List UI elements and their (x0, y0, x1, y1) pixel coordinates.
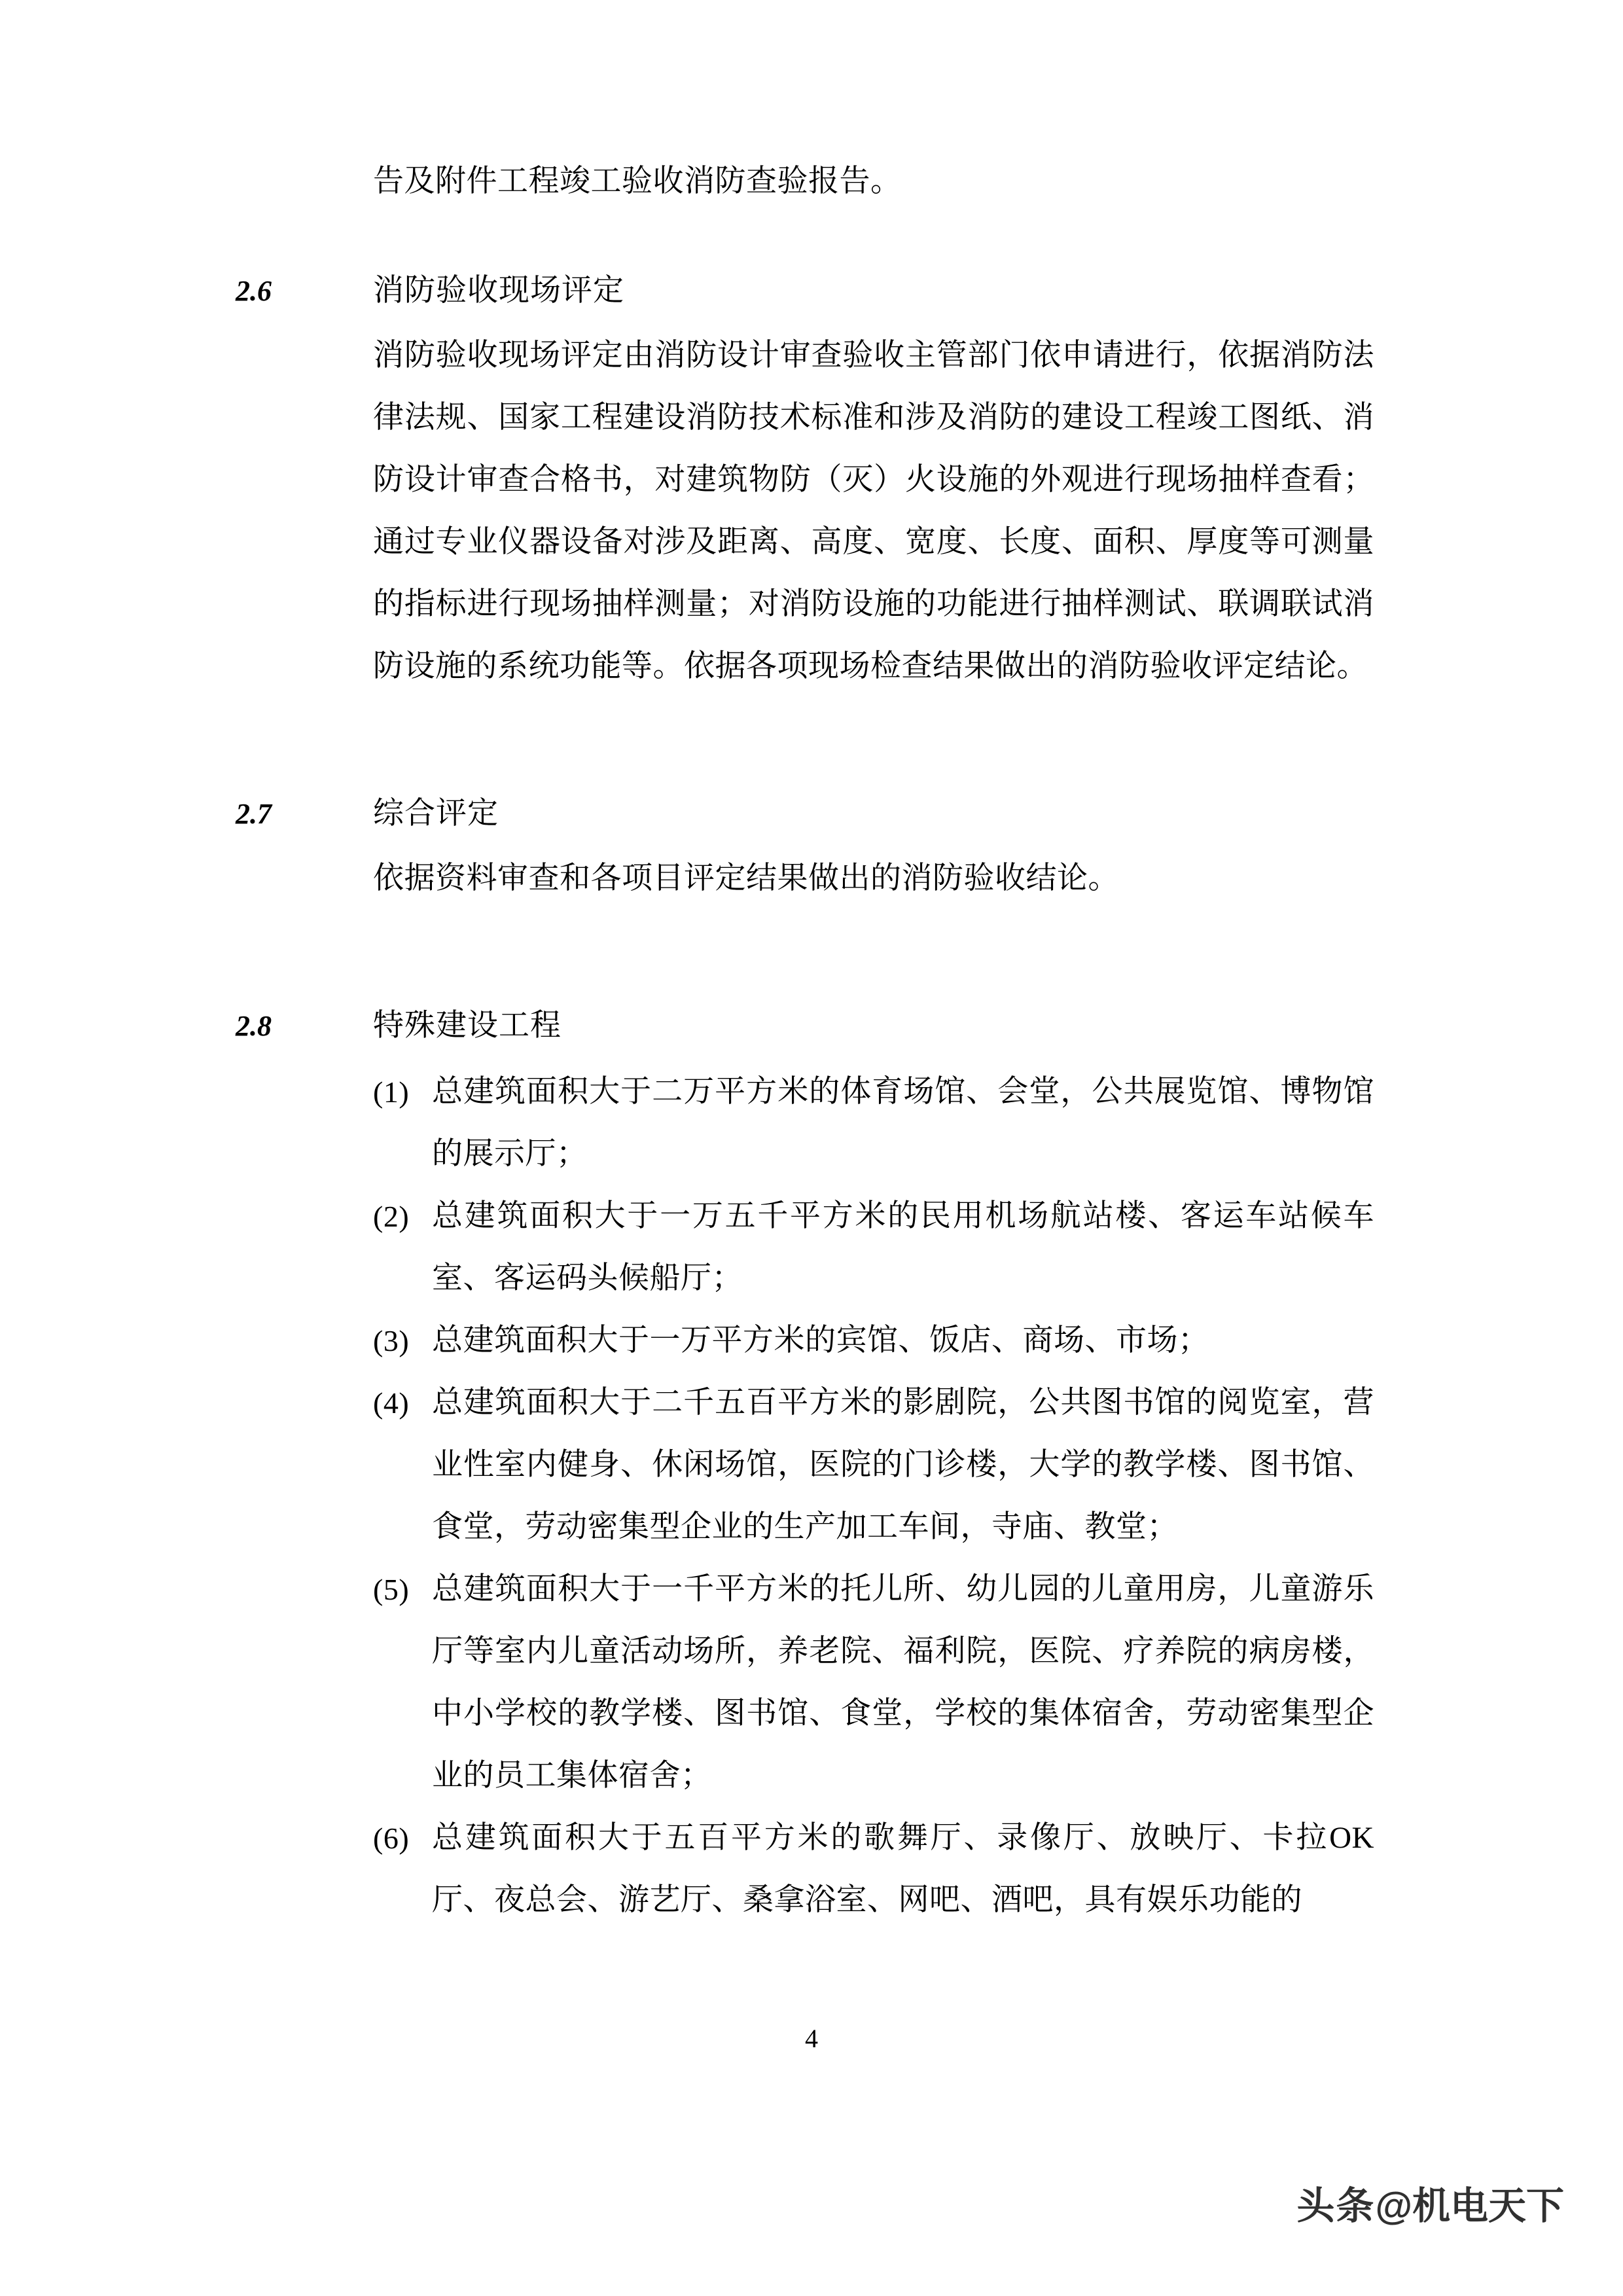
section-2-6-number: 2.6 (236, 275, 272, 307)
list-item (373, 1807, 1374, 1931)
section-2-6 (236, 260, 1374, 698)
section-2-6-body: 消防验收现场评定由消防设计审查验收主管部门依申请进行，依据消防法律法规、国家工程建设消防技术标准和涉及消防的建设工程竣工图纸、消防设计审查合格书，对建筑物防（灭）火设施的外观进行现场抽样查看；通过专业仪器设备对涉及距离、高度、宽度、长度、面积、厚度等可测量的指标进行现场抽样测量；对消防设施的功能进行抽样测试、联调联试消防设施的系统功能等。依据各项现场检查结果做出的消防验收评定结论。 (373, 338, 1374, 683)
list-item-text: 总建筑面积大于二千五百平方米的影剧院，公共图书馆的阅览室，营业性室内健身、休闲场馆，医院的门诊楼，大学的教学楼、图书馆、食堂，劳动密集型企业的生产加工车间，寺庙、教堂； (432, 1386, 1374, 1544)
section-2-6-heading (236, 260, 1374, 322)
list-item (373, 1061, 1374, 1185)
list-item-marker: (6) (373, 1821, 410, 1855)
section-2-7-body: 依据资料审查和各项目评定结果做出的消防验收结论。 (373, 861, 1119, 895)
list-item-marker: (4) (373, 1386, 410, 1420)
section-2-6-title: 消防验收现场评定 (373, 274, 624, 308)
section-2-7-number: 2.7 (236, 798, 272, 830)
section-2-7 (236, 783, 1374, 910)
list-item-marker: (1) (373, 1075, 410, 1109)
section-2-8 (236, 995, 1374, 1931)
list-item (373, 1558, 1374, 1807)
watermark (1296, 2183, 1564, 2229)
list-item-marker: (2) (373, 1200, 410, 1233)
section-2-8-title: 特殊建设工程 (373, 1009, 562, 1043)
watermark-brand: 头条 (1296, 2185, 1376, 2227)
list-item (373, 1372, 1374, 1558)
page-content (236, 151, 1374, 1931)
special-projects-list (236, 1061, 1374, 1931)
section-2-8-number: 2.8 (236, 1010, 272, 1042)
continuation-paragraph: 告及附件工程竣工验收消防查验报告。 (373, 164, 902, 198)
list-item-text: 总建筑面积大于一万五千平方米的民用机场航站楼、客运车站候车室、客运码头候船厅； (432, 1199, 1374, 1295)
watermark-handle: @机电天下 (1375, 2185, 1564, 2227)
list-item-marker: (5) (373, 1573, 410, 1606)
page-number: 4 (805, 2024, 818, 2053)
list-item-text: 总建筑面积大于一千平方米的托儿所、幼儿园的儿童用房，儿童游乐厅等室内儿童活动场所，养老院、福利院，医院、疗养院的病房楼，中小学校的教学楼、图书馆、食堂，学校的集体宿舍，劳动密集型企业的员工集体宿舍； (432, 1572, 1374, 1793)
section-2-7-heading (236, 783, 1374, 845)
section-2-8-heading (236, 995, 1374, 1057)
list-item (373, 1185, 1374, 1310)
section-2-7-title: 综合评定 (373, 797, 499, 831)
list-item-text: 总建筑面积大于二万平方米的体育场馆、会堂，公共展览馆、博物馆的展示厅； (432, 1075, 1374, 1171)
list-item-marker: (3) (373, 1324, 410, 1357)
list-item-text: 总建筑面积大于五百平方米的歌舞厅、录像厅、放映厅、卡拉OK厅、夜总会、游艺厅、桑拿浴室、网吧、酒吧，具有娱乐功能的 (432, 1821, 1374, 1917)
list-item (373, 1310, 1374, 1372)
list-item-text: 总建筑面积大于一万平方米的宾馆、饭店、商场、市场； (432, 1323, 1209, 1357)
